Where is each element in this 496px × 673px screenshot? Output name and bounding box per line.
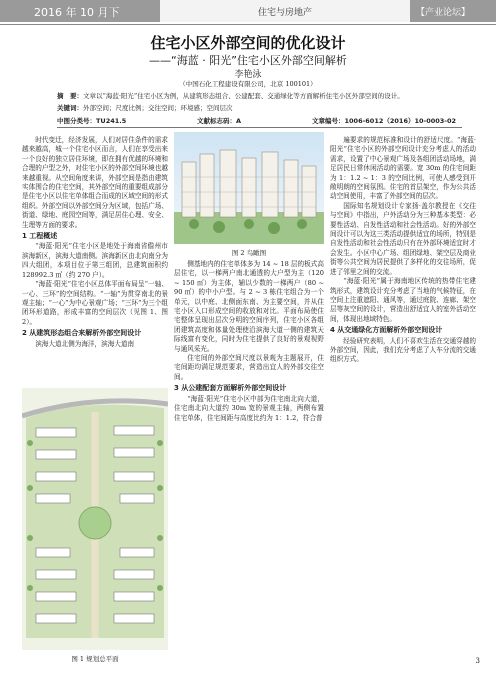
- middle-column: [174, 260, 324, 660]
- body-paragraph: 住宅间的外部空间尺度以景观为主题展开，住宅间距均满足规范要求，营造出宜人的外部交往空间。: [174, 354, 324, 381]
- header-column: 【产业论坛】: [416, 8, 471, 18]
- body-paragraph: “海蓝·阳光”属于海南地区传统的热带住宅建筑形式，建筑设计充分考虑了当地的气候特征，在空间上注重遮阳、通风等，通过庭院、连廊、架空层等灰空间的设计，营造出舒适宜人的室外活动空间，体现出地域特色。: [330, 277, 476, 323]
- section-heading: 4 从交通绿化方面解析外部空间设计: [330, 326, 443, 335]
- section-heading: 2 从建筑形态组合来解析外部空间设计: [22, 329, 142, 338]
- article-title: 住宅小区外部空间的优化设计: [150, 34, 346, 52]
- keywords-label: 关键词：: [57, 104, 83, 112]
- abstract: [57, 92, 457, 101]
- section-heading: 3 从公建配套方面解析外部空间设计: [174, 384, 287, 393]
- header-date: 2016 年 10 月下: [34, 6, 120, 19]
- body-paragraph: 遍要求的规范标准和设计的舒适尺度。“海蓝·阳光”住宅小区的外部空间设计充分考虑人的活动需求，设置了中心景观广场及各组团活动场地，满足居民日常休闲活动的需要。宽 30m 的住宅间距为 1：1.2 ~ 1：3 的空间比例，可使人感受到开敞明朗的空间氛围。住宅的首层架空，作为公共活动空间使用，丰富了外部空间的层次。: [330, 136, 476, 201]
- article-author: 李艳泳: [234, 70, 262, 80]
- body-paragraph: 滨海大道北侧为海洋，滨海大道南: [35, 339, 135, 348]
- figure-2-caption: 图 2 鸟瞰图: [231, 249, 267, 257]
- abstract-label: 摘 要：: [57, 92, 83, 100]
- site-plan-figure: [22, 388, 168, 650]
- aerial-view-figure: [174, 132, 324, 244]
- clc-number: 中图分类号：TU241.5: [57, 117, 127, 125]
- abstract-rule: [57, 127, 462, 128]
- figure-1-caption: 图 1 规划总平面: [71, 655, 119, 663]
- body-paragraph: “海蓝·阳光”住宅小区总体平面布局呈“一轴、一心、三环”的空间结构。“一轴”为贯穿南北的景观主轴；“一心”为中心景观广场；“三环”为三个组团环形道路，形成丰富的空间层次（见图 1、图 2）。: [22, 280, 168, 326]
- keywords: [57, 104, 457, 113]
- body-paragraph: 时代变迁，经济发展，人们对居住条件的需求越来越高，城一个住宅小区而言，人们在享受出来一个良好的独立居住环境，即在拥有优越的环境和合理的户型之外，对住宅小区的外部空间环境也越来越重视。从空间角度来讲，外部空间是指由建筑实体围合的住宅空间，其外部空间的重要组成部分是住宅小区以住宅单体组合而成的区域空间的形式组织。外部空间以外部空间分为区域，包括广场、街道、绿地、庭园空间等，满足居住心理、安全、生理等方面的要求。: [22, 136, 168, 229]
- header-journal-band: [160, 0, 410, 22]
- section-heading: 1 工程概述: [22, 232, 58, 241]
- document-code: 文献标志码：A: [197, 117, 242, 125]
- page-number: 3: [475, 657, 480, 665]
- body-paragraph: “海蓝·阳光”住宅小区是地处于海南省儋州市滨海新区，滨海大道南侧。滨海新区由北向南分为四大组团，本项目位于第三组团，总建筑面积约 128992.3 ㎡（约 270 户）。: [22, 242, 168, 279]
- body-paragraph: 国际知名规划设计专家扬·盖尔教授在《交往与空间》中指出，户外活动分为三种基本类型：必要性活动、自发性活动和社会性活动。好的外部空间设计可以为这三类活动提供适宜的场所，特别是自发性活动和社会性活动只有在外部环境适宜时才会发生。小区中心广场、组团绿地、架空层及商业街等公共空间为居民提供了多样化的交往场所，促进了邻里之间的交流。: [330, 201, 476, 276]
- article-affiliation: （中国石化工程建设有限公司，北京 100101）: [179, 80, 317, 88]
- body-paragraph: “海蓝·阳光”住宅小区中部为住宅南北向大道，住宅南北向大道约 30m 宽的景观主轴，两侧布置住宅单体，住宅间距与高度比约为 1：1.2，符合普: [174, 394, 324, 422]
- header-date-band: [0, 0, 160, 22]
- abstract-text: 文章以“海蓝·阳光”住宅小区为例，从建筑形态组合、公建配套、交通绿化等方面解析住宅小区外部空间的设计。: [83, 92, 404, 100]
- header-journal: 住宅与房地产: [257, 8, 312, 18]
- header-column-band: [410, 0, 496, 22]
- keywords-text: 外部空间；尺度比例；交往空间；环境感；空间层次: [83, 104, 233, 112]
- header-rule: [0, 24, 496, 25]
- body-paragraph: 侧基地内的住宅单体多为 14 ~ 18 层的板式高层住宅，以一梯两户南北通透的大户型为主（120 ~ 150 ㎡）为主体，辅以少数的一梯两户（80 ~ 90 ㎡）的中小户型。与 2 ~ 3 栋住宅组合为一个单元，以中庭、北侧面东南、为主要空间，并从住宅小区入口形成空间的收放和对比。平面布局使住宅整体呈现出层次分明的空间序列，住宅小区各组团建筑高度和体量处理使沿滨海大道一侧的建筑天际线富有变化，同时为住宅提供了良好的景观视野与通风采光。: [174, 260, 324, 353]
- left-column: [22, 136, 168, 386]
- article-subtitle: ——“海蓝 · 阳光”住宅小区外部空间解析: [149, 54, 347, 67]
- running-header: [0, 0, 496, 22]
- right-column: [330, 136, 476, 656]
- article-number: 文章编号：1006-6012（2016）10-0003-02: [312, 117, 457, 125]
- site-plan-central-plaza: [79, 507, 111, 539]
- body-paragraph: 经验研究表明，人们不喜欢生活在交通穿越的外部空间，因此，我们充分考虑了人车分流的交通组织方式。: [330, 336, 476, 364]
